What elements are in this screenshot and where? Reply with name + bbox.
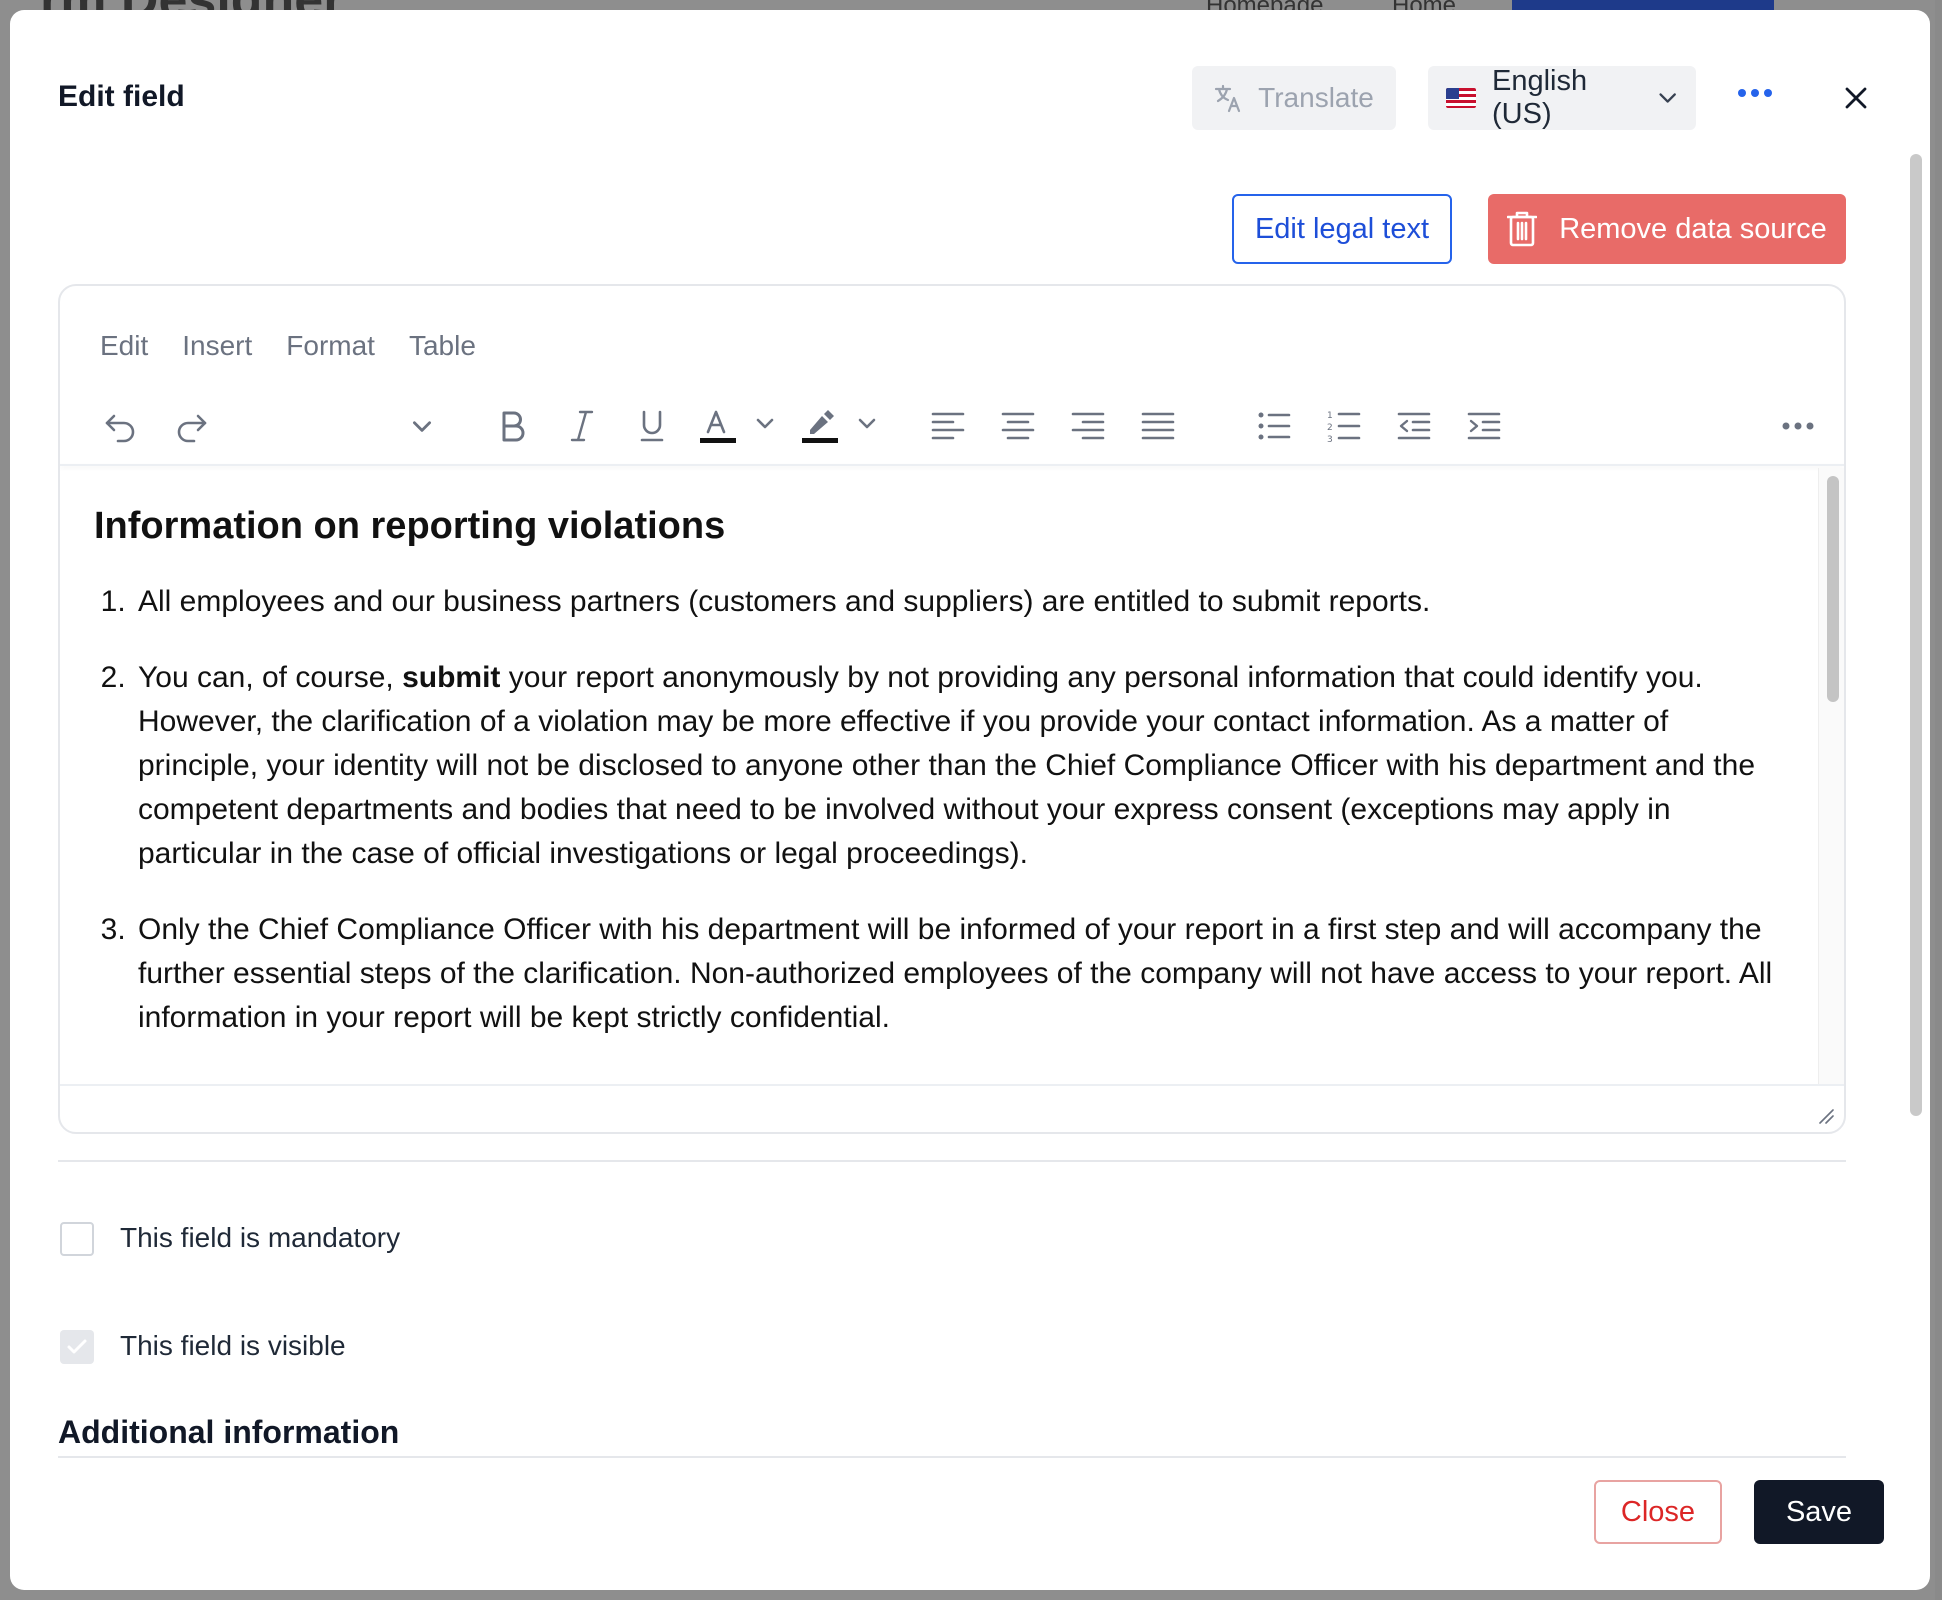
remove-data-source-button[interactable] [1488,194,1846,264]
modal-scrollbar[interactable] [1908,146,1924,1566]
editor-scrollbar[interactable] [1818,468,1846,1084]
divider [58,1456,1846,1458]
editor-scrollbar-thumb[interactable] [1827,476,1839,702]
bold-icon[interactable] [490,404,534,448]
chevron-down-icon [1657,86,1678,110]
redo-icon[interactable] [170,404,214,448]
rich-text-editor [58,284,1846,1134]
numbered-list-icon[interactable] [1322,404,1366,448]
content-list [94,580,1784,1040]
trash-icon [1507,211,1537,247]
divider [58,1160,1846,1162]
us-flag-icon [1446,88,1476,108]
align-right-icon[interactable] [1066,404,1110,448]
visible-checkbox[interactable] [60,1330,94,1364]
mandatory-checkbox[interactable] [60,1222,94,1256]
list-item: 2. You can, of course, submit your report anonymously by not providing any personal information that could identify you. However, the clarification of a violation may be more effective if you provide your contact information. As a matter of principle, your identity will not be disclosed to anyone other than the Chief Compliance Officer with his department and the competent departments and bodies that need to be involved without your express consent (exceptions may apply in particular in the case of official investigations or legal proceedings). [134,656,1784,876]
svg-text:3: 3 [1327,435,1333,443]
editor-toolbar [60,386,1844,466]
indent-icon[interactable] [1462,404,1506,448]
block-format-dropdown[interactable] [400,404,444,448]
italic-icon[interactable] [560,404,604,448]
content-heading: Information on reporting violations [94,505,726,547]
menu-format[interactable]: Format [286,330,375,361]
menu-edit[interactable]: Edit [100,330,149,361]
list-item: 1. All employees and our business partners (customers and suppliers) are entitled to submit reports. [134,580,1784,624]
svg-text:2: 2 [1327,423,1333,433]
highlight-color-icon[interactable] [800,404,896,448]
editor-menubar [100,330,476,362]
mandatory-label: This field is mandatory [120,1222,401,1253]
checkmark-icon [65,1335,89,1359]
align-center-icon[interactable] [996,404,1040,448]
underline-icon[interactable] [630,404,674,448]
additional-information-title: Additional information [58,1414,400,1450]
list-item: 3. Only the Chief Compliance Officer with his department will be informed of your report in a first step and will accompany the further essential steps of the clarification. Non-authorized employees of the company will not have access to your report. All information in your report will be kept strictly confidential. [134,908,1784,1040]
menu-table[interactable]: Table [408,330,476,361]
background-right-strip [1935,0,1942,1600]
svg-text:1: 1 [1327,411,1333,421]
bullet-list-icon[interactable] [1252,404,1296,448]
align-justify-icon[interactable] [1136,404,1180,448]
modal-scrollbar-thumb[interactable] [1910,154,1922,1116]
undo-icon[interactable] [98,404,142,448]
language-select[interactable] [1428,66,1696,130]
edit-field-modal [10,10,1930,1590]
align-left-icon[interactable] [926,404,970,448]
text-color-icon[interactable] [698,404,794,448]
editor-statusbar [60,1084,1844,1134]
toolbar-more-icon[interactable] [1776,404,1820,448]
translate-label: Translate [1258,82,1374,113]
modal-title: Edit field [58,80,185,113]
outdent-icon[interactable] [1392,404,1436,448]
more-options-icon[interactable] [1732,80,1778,106]
save-button[interactable]: Save [1754,1480,1884,1544]
edit-legal-text-button[interactable]: Edit legal text [1232,194,1452,264]
close-icon[interactable] [1840,82,1872,114]
toolbar-separator [60,464,1844,466]
close-button[interactable]: Close [1594,1480,1722,1544]
remove-data-source-label: Remove data source [1559,212,1827,245]
language-value: English (US) [1492,65,1588,130]
visible-label: This field is visible [120,1330,346,1361]
translate-button[interactable] [1192,66,1396,130]
menu-insert[interactable]: Insert [182,330,253,361]
translate-icon [1214,83,1244,113]
editor-content[interactable] [60,468,1818,1084]
resize-handle-icon[interactable] [1818,1108,1834,1124]
